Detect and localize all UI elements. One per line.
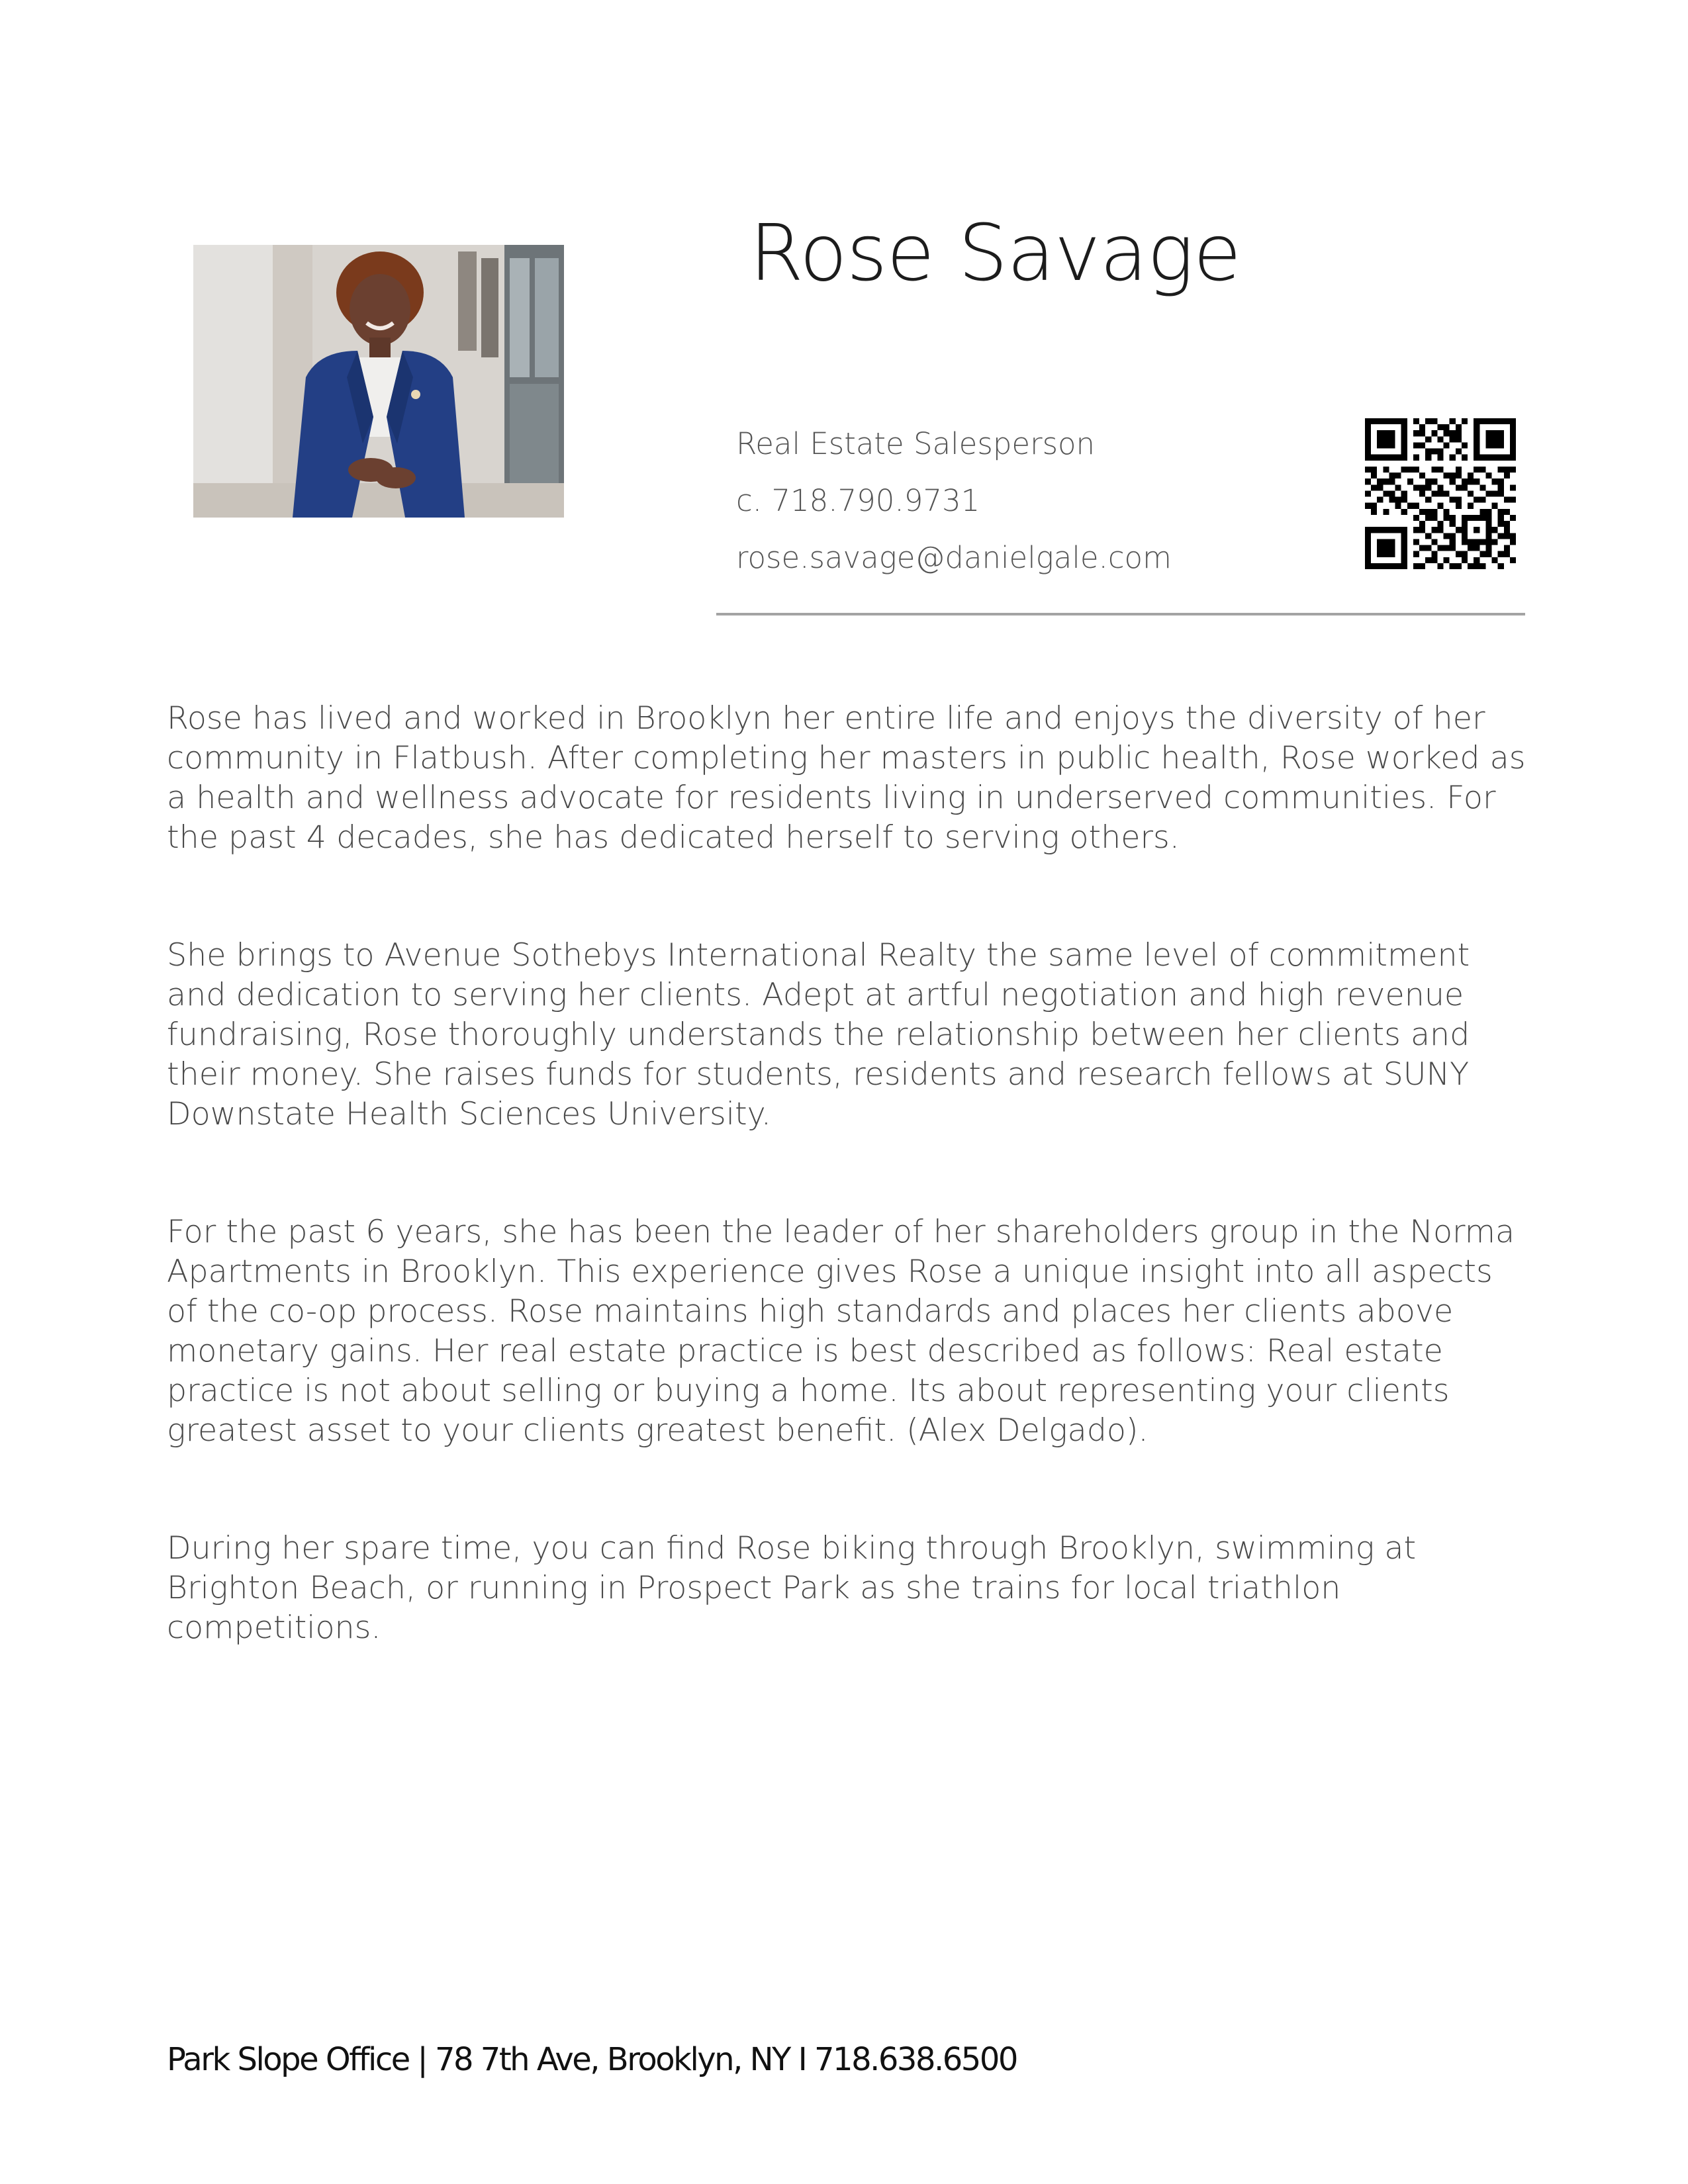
agent-email: rose.savage@danielgale.com — [736, 540, 1172, 575]
bio-section — [167, 699, 1530, 1726]
bio-paragraph: During her spare time, you can find Rose biking through Brooklyn, swimming at Brighton Beach, or running in Prospect Park as she trains for local triathlon competitions. — [167, 1530, 1417, 1646]
bio-paragraph: For the past 6 years, she has been the leader of her shareholders group in the Norma Apartments in Brooklyn. This experience gives Rose a unique insight into all aspects of the co-op process. Rose maintains high standards and places her clients above monetary gains. Her real estate practice is best described as follows: Real estate practice is not about selling or buying a home. Its about representing your clients greatest asset to your clients greatest benefit. (Alex Delgado). — [167, 1214, 1515, 1449]
contact-block — [736, 416, 1332, 586]
office-footer: Park Slope Office | 78 7th Ave, Brooklyn, NY I 718.638.6500 — [167, 2041, 1017, 2078]
header-divider — [716, 613, 1525, 615]
agent-title: Real Estate Salesperson — [736, 426, 1096, 461]
bio-paragraph: She brings to Avenue Sothebys International Realty the same level of commitment and dedication to serving her clients. Adept at artful negotiation and high revenue fundraising, Rose thoroughly understands the relationship between her clients and their money. She raises funds for students, residents and research fellows at SUNY Downstate Health Sciences University. — [167, 937, 1470, 1132]
agent-portrait-image — [193, 245, 564, 518]
agent-photo — [193, 245, 564, 518]
qr-code-icon — [1365, 418, 1516, 569]
bio-paragraph: Rose has lived and worked in Brooklyn her entire life and enjoys the diversity of her community in Flatbush. After completing her masters in public health, Rose worked as a health and wellness advocate for residents living in underserved communities. For the past 4 decades, she has dedicated herself to serving others. — [167, 700, 1526, 856]
agent-name: Rose Savage — [749, 207, 1241, 298]
agent-phone: c. 718.790.9731 — [736, 483, 980, 518]
